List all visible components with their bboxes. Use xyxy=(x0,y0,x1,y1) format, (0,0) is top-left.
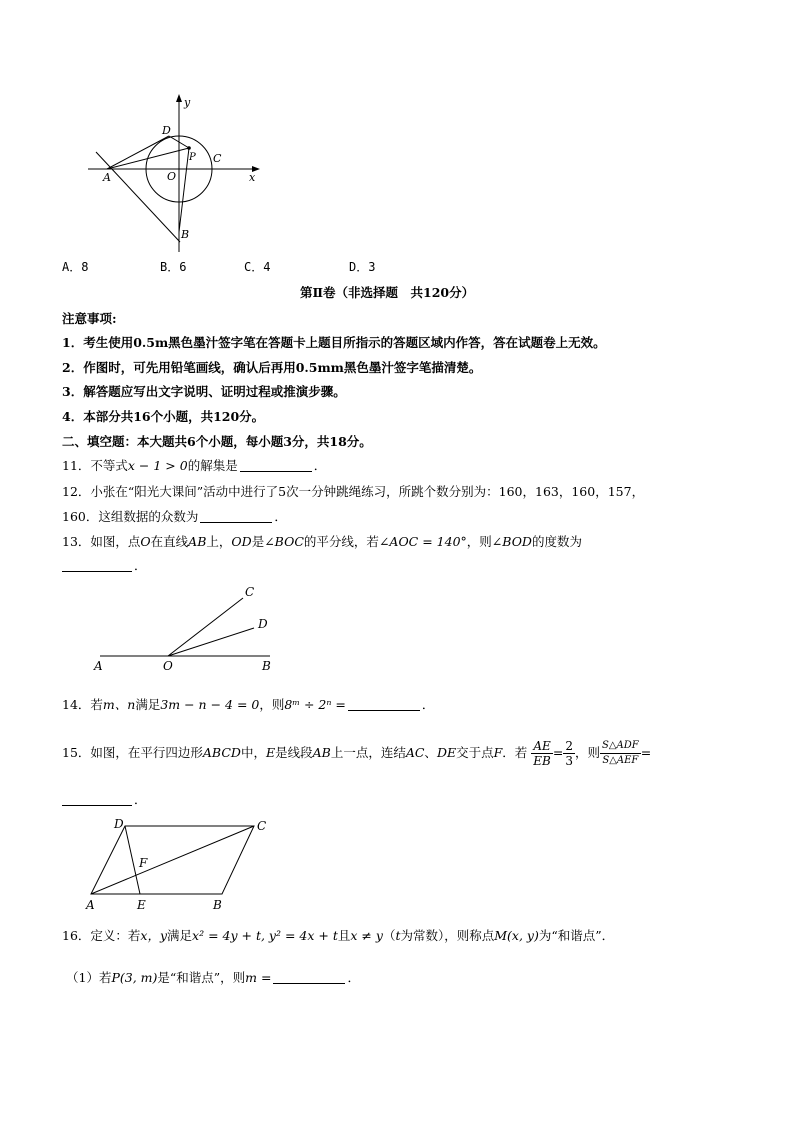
label-c: C xyxy=(245,585,255,599)
q15-fraction-area xyxy=(600,739,641,768)
label-p: P xyxy=(189,152,196,163)
q15-mid3: 上一点，连结 xyxy=(330,745,406,760)
q15-frac2-den: 3 xyxy=(565,754,573,768)
q16-1-answer-blank[interactable] xyxy=(273,971,345,984)
label-o: O xyxy=(163,659,173,673)
point-p xyxy=(187,146,191,150)
q15-frac2-num: 2 xyxy=(565,739,573,753)
note-4: 4．本部分共16个小题，共120分。 xyxy=(62,409,265,424)
q13-mid1: 在直线 xyxy=(150,534,189,549)
q15-mid1: 中， xyxy=(240,745,266,760)
question-11 xyxy=(62,458,326,474)
segment-ap xyxy=(107,148,189,169)
part2-title: 二、填空题：本大题共6个小题，每小题3分，共18分。 xyxy=(62,434,372,449)
q11-answer-blank[interactable] xyxy=(240,459,312,472)
q12-end: ． xyxy=(274,509,287,524)
q15-mid5: ．若 xyxy=(502,745,528,760)
q16-eqs: x² = 4y + t, y² = 4x + t xyxy=(192,928,338,943)
option-b: B．6 xyxy=(160,260,187,274)
q14-end: ． xyxy=(421,697,435,712)
question-13 xyxy=(62,534,582,550)
q13-mid2: 上， xyxy=(206,534,232,549)
q14-answer-blank[interactable] xyxy=(348,698,420,711)
q16-point: M(x, y) xyxy=(494,928,539,943)
q13-ab: AB xyxy=(188,534,207,549)
label-a: A xyxy=(94,659,103,673)
q16-1-end: ． xyxy=(347,970,360,985)
q16-t: t xyxy=(395,928,401,943)
q16-1-m: m = xyxy=(245,970,272,985)
q14-pre: 14．若 xyxy=(62,697,103,712)
label-f: F xyxy=(139,856,148,870)
q15-frac3-num: S△ADF xyxy=(600,739,641,754)
q16-1-mid: 是“和谐点”，则 xyxy=(157,970,246,985)
q14-expr: 8ᵐ ÷ 2ⁿ = xyxy=(284,697,346,712)
label-o: O xyxy=(167,170,177,183)
parallelogram-figure xyxy=(82,814,282,914)
q13-angle2: ∠AOC = 140° xyxy=(378,534,467,549)
q16-pre: 16．定义：若 xyxy=(62,928,141,943)
question-16-part1 xyxy=(66,970,360,986)
q13-od: OD xyxy=(231,534,252,549)
question-12-line1: 12．小张在“阳光大课间”活动中进行了5次一分钟跳绳练习，所跳个数分别为：160，163，160，157， xyxy=(62,484,645,499)
label-x: x xyxy=(249,171,256,184)
q11-expr: x − 1 > 0 xyxy=(127,458,188,473)
q16-paren2: 为常数），则称点 xyxy=(400,928,495,943)
coordinate-circle-figure xyxy=(88,92,268,252)
label-c: C xyxy=(257,819,267,833)
q16-post: 为“和谐点”． xyxy=(538,928,615,943)
option-d: D．3 xyxy=(349,260,376,274)
y-axis-arrow xyxy=(176,94,182,102)
q15-answer-blank[interactable] xyxy=(62,793,132,806)
q13-angle3: ∠BOD xyxy=(491,534,532,549)
q13-post: 的度数为 xyxy=(531,534,582,549)
label-d: D xyxy=(258,617,268,631)
q15-f: F xyxy=(493,745,503,760)
q15-eq2: = xyxy=(640,745,652,760)
q16-1-point: P(3, m) xyxy=(111,970,158,985)
q11-post: 的解集是 xyxy=(187,458,238,473)
q12-line2-pre: 160．这组数据的众数为 xyxy=(62,509,199,524)
label-a: A xyxy=(86,898,95,912)
q15-mid6: ，则 xyxy=(575,745,601,760)
q15-mid4: 交于点 xyxy=(456,745,494,760)
q13-mid3: 是 xyxy=(251,534,265,549)
q13-o: O xyxy=(140,534,151,549)
q13-answer-blank[interactable] xyxy=(62,559,132,572)
q14-mid2: ，则 xyxy=(259,697,285,712)
section-title: 第Ⅱ卷（非选择题 共120分） xyxy=(300,285,475,300)
q15-eq: = xyxy=(552,745,564,760)
question-15-line2 xyxy=(62,792,147,808)
q16-mid: 满足 xyxy=(167,928,193,943)
q16-mid2: 且 xyxy=(337,928,351,943)
option-a: A．8 xyxy=(62,260,89,274)
q13-mid4: 的平分线，若 xyxy=(303,534,379,549)
notes-title: 注意事项: xyxy=(62,311,117,326)
label-y: y xyxy=(184,96,191,109)
question-12-line2 xyxy=(62,509,287,525)
q15-de: DE xyxy=(436,745,457,760)
q15-e: E xyxy=(265,745,276,760)
label-c: C xyxy=(213,152,222,165)
label-a: A xyxy=(103,171,111,184)
q14-mid: 满足 xyxy=(135,697,161,712)
ray-oc xyxy=(168,598,243,656)
q14-vars: m、n xyxy=(102,697,136,712)
angle-figure xyxy=(88,582,288,674)
segment-de xyxy=(125,826,140,894)
q15-frac1-den: EB xyxy=(533,754,551,768)
segment-ad xyxy=(107,136,169,169)
q15-end: ． xyxy=(134,792,147,807)
q15-mid2: 是线段 xyxy=(275,745,313,760)
q12-answer-blank[interactable] xyxy=(200,510,272,523)
q13-end: ． xyxy=(134,558,147,573)
tangent-line xyxy=(96,152,180,242)
segment-pb xyxy=(179,148,189,232)
label-b: B xyxy=(181,228,190,241)
q16-1-pre: （1）若 xyxy=(66,970,112,985)
label-d: D xyxy=(162,124,171,137)
question-16 xyxy=(62,928,614,944)
diagonal-ac xyxy=(91,826,254,894)
q15-ac: AC xyxy=(405,745,425,760)
q14-eq: 3m − n − 4 = 0 xyxy=(160,697,260,712)
q15-frac3-den: S△AEF xyxy=(602,755,639,766)
q15-frac1-num: AE xyxy=(531,739,553,754)
question-14 xyxy=(62,697,434,713)
q16-vars: x，y xyxy=(140,928,168,943)
q16-paren: （ xyxy=(382,928,396,943)
note-1: 1．考生使用0.5m黑色墨汁签字笔在答题卡上题目所指示的答题区域内作答，答在试题卷上无效。 xyxy=(62,335,606,350)
q13-pre: 13．如图，点 xyxy=(62,534,141,549)
label-b: B xyxy=(262,659,271,673)
q15-abcd: ABCD xyxy=(202,745,241,760)
note-3: 3．解答题应写出文字说明、证明过程或推演步骤。 xyxy=(62,384,346,399)
question-15 xyxy=(62,738,651,768)
q13-angle1: ∠BOC xyxy=(264,534,304,549)
q15-fraction-ae-eb xyxy=(531,739,553,768)
answer-options xyxy=(62,259,375,275)
q15-fraction-2-3 xyxy=(563,739,575,768)
q13-mid5: ，则 xyxy=(466,534,492,549)
ray-od xyxy=(168,628,254,656)
q11-end: ． xyxy=(313,458,327,473)
label-b: B xyxy=(213,898,222,912)
q11-pre: 11．不等式 xyxy=(62,458,128,473)
option-c: C．4 xyxy=(244,260,271,274)
q15-sep: 、 xyxy=(424,745,437,760)
label-d: D xyxy=(114,817,124,831)
q15-pre: 15．如图，在平行四边形 xyxy=(62,745,203,760)
question-13-line2 xyxy=(62,558,147,574)
q15-ab: AB xyxy=(312,745,331,760)
q16-neq: x ≠ y xyxy=(350,928,383,943)
note-2: 2．作图时，可先用铅笔画线，确认后再用0.5mm黑色墨汁签字笔描清楚。 xyxy=(62,360,482,375)
label-e: E xyxy=(137,898,146,912)
